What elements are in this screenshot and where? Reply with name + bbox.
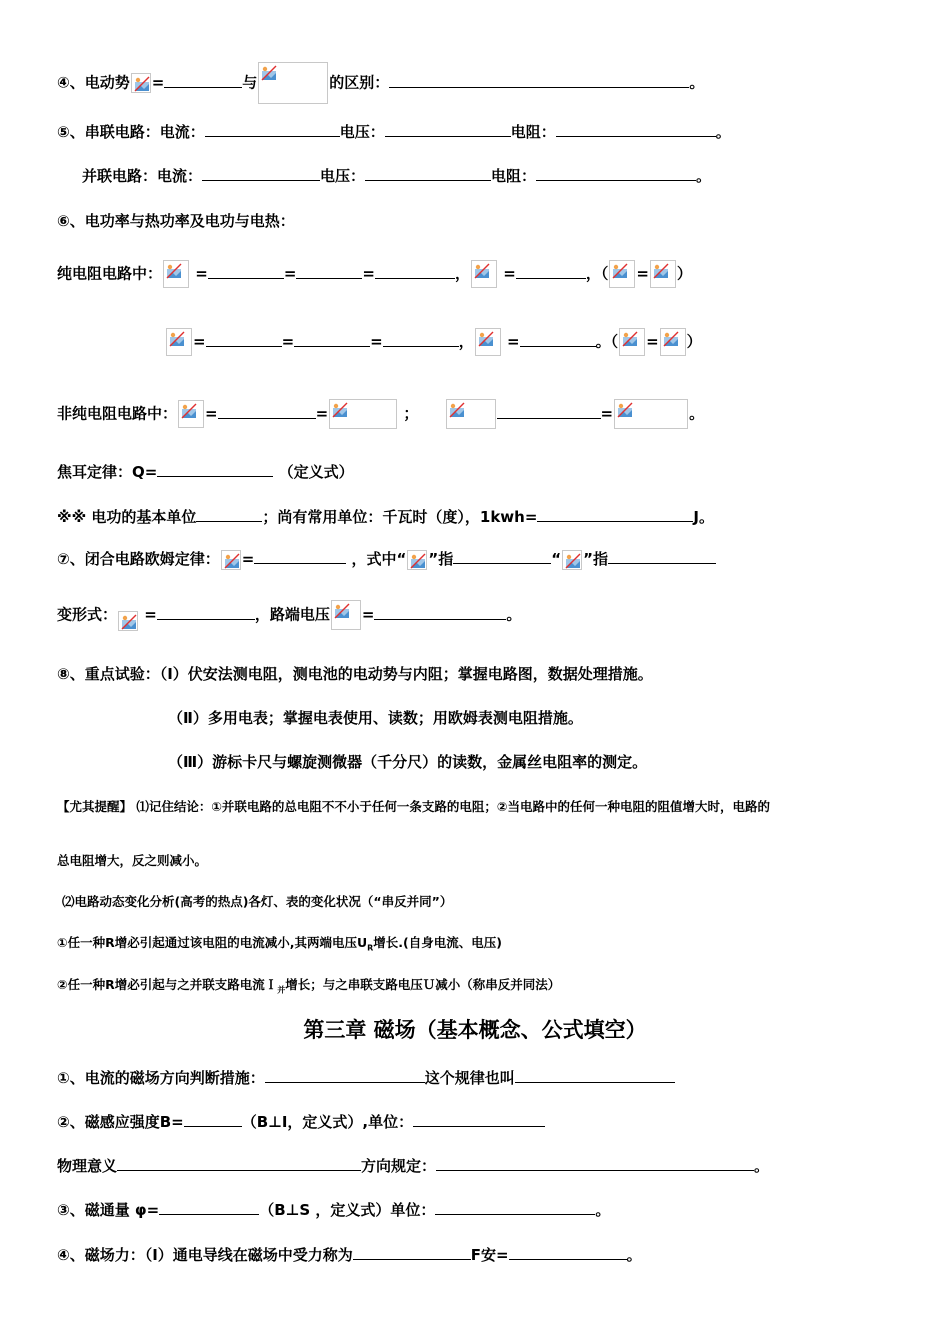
text: （定义式）: [278, 463, 354, 481]
text: ）: [676, 264, 692, 283]
text: 并联电路：电流：: [82, 167, 203, 185]
text: F安=: [470, 1246, 509, 1264]
broken-image-icon: [562, 550, 582, 570]
text: 。: [696, 167, 712, 185]
broken-image-icon: [650, 260, 676, 288]
line-rule-1: [57, 933, 502, 959]
broken-image-icon: [619, 328, 645, 356]
line-non-pure: [57, 399, 704, 429]
blank[interactable]: [435, 1200, 595, 1215]
text: =: [315, 404, 329, 423]
text: ①、电流的磁场方向判断措施：: [57, 1069, 265, 1087]
text: =: [281, 332, 295, 351]
line-series: [57, 122, 731, 142]
broken-image-icon: [475, 328, 501, 356]
line-dynamic: [62, 892, 452, 912]
line-variant: [57, 600, 521, 630]
text: =: [283, 264, 297, 283]
text: ⑵电路动态变化分析(高考的热点)各灯、表的变化状况（“串反并同”）: [62, 894, 453, 909]
blank[interactable]: [389, 73, 689, 88]
text: 非纯电阻电路中：: [57, 404, 178, 423]
blank[interactable]: [520, 332, 596, 347]
text: ；: [403, 404, 419, 423]
blank[interactable]: [515, 1068, 675, 1083]
text: ①任一种R增必引起通过该电阻的电流减小,其两端电压U: [57, 935, 368, 950]
text: =: [241, 550, 255, 568]
blank[interactable]: [509, 1245, 627, 1260]
text: ⑧、重点试验：（Ⅰ）伏安法测电阻，测电池的电动势与内阻；掌握电路图，数据处理措施。: [57, 665, 653, 683]
blank[interactable]: [556, 122, 716, 137]
text: ⑦、闭合电路欧姆定律：: [57, 550, 220, 568]
text: =: [646, 332, 659, 351]
text: =: [193, 332, 206, 351]
text: 电阻：: [491, 167, 537, 185]
text: =: [361, 605, 375, 624]
blank[interactable]: [516, 264, 586, 279]
line-experiments-3: [168, 752, 647, 772]
text: =: [205, 404, 218, 423]
blank[interactable]: [202, 166, 320, 181]
line-reminder-2: [57, 851, 207, 871]
text: 增长.(自身电流、电压): [373, 935, 502, 950]
text: =: [144, 605, 157, 624]
blank[interactable]: [536, 166, 696, 181]
blank[interactable]: [159, 1200, 259, 1215]
text: （B⊥S ，定义式）单位：: [259, 1201, 436, 1219]
blank[interactable]: [196, 507, 262, 522]
text: ⑥、电功率与热功率及电功与电热：: [57, 212, 295, 230]
text: 。: [689, 404, 705, 423]
text: （Ⅱ）多用电表；掌握电表使用、读数；用欧姆表测电阻措施。: [168, 709, 583, 727]
blank[interactable]: [205, 122, 340, 137]
broken-image-icon: [471, 260, 497, 288]
broken-image-icon: [166, 328, 192, 356]
text: ，式中“: [351, 550, 407, 568]
text: 物理意义: [57, 1157, 118, 1175]
blank[interactable]: [385, 122, 511, 137]
blank[interactable]: [265, 1068, 425, 1083]
blank[interactable]: [436, 1156, 754, 1171]
text: 总电阻增大，反之则减小。: [57, 853, 208, 868]
blank[interactable]: [164, 73, 242, 88]
text: （Ⅲ）游标卡尺与螺旋测微器（千分尺）的读数，金属丝电阻率的测定。: [168, 753, 648, 771]
blank[interactable]: [374, 605, 506, 620]
text: ④、电动势: [57, 73, 130, 92]
broken-image-icon: [131, 73, 151, 93]
text: 焦耳定律：Q=: [57, 463, 158, 481]
text: 。: [595, 1201, 611, 1219]
blank[interactable]: [365, 166, 491, 181]
text: 方向规定：: [361, 1157, 437, 1175]
broken-image-icon: [614, 399, 688, 429]
broken-image-icon: [178, 400, 204, 428]
text: =: [506, 332, 520, 351]
broken-image-icon: [407, 550, 427, 570]
line-pure-resistance: [57, 260, 692, 288]
subscript: R: [367, 943, 374, 953]
text: ”指: [583, 550, 608, 568]
line-pure-resistance-2: [165, 328, 702, 356]
text: ）: [686, 332, 702, 351]
text: =: [195, 264, 208, 283]
blank[interactable]: [157, 462, 273, 477]
text: 的区别：: [329, 73, 390, 92]
text: ；尚有常用单位：千瓦时（度），1kwh=: [262, 508, 538, 526]
text: ※※ 电功的基本单位: [57, 508, 197, 526]
text: =: [151, 73, 165, 92]
text: 电阻：: [510, 123, 556, 141]
text: =: [370, 332, 383, 351]
broken-image-icon: [446, 399, 496, 429]
line-joule: [57, 462, 354, 482]
line-rule-2: [57, 975, 560, 1001]
blank[interactable]: [608, 549, 716, 564]
text: ”指: [428, 550, 454, 568]
line-magnetic-direction: [57, 1068, 675, 1088]
text: 变形式：: [57, 605, 118, 624]
text: ⑤、串联电路：电流：: [57, 123, 205, 141]
blank[interactable]: [296, 264, 362, 279]
line-induction: [57, 1112, 545, 1132]
text: ，路端电压: [254, 605, 330, 624]
text: 电压：: [320, 167, 366, 185]
text: =: [362, 264, 375, 283]
text: =: [636, 264, 649, 283]
text: ，（: [585, 264, 609, 283]
blank[interactable]: [383, 332, 459, 347]
blank[interactable]: [254, 549, 346, 564]
text: 。: [506, 605, 522, 624]
broken-image-icon: [118, 611, 138, 631]
text: 纯电阻电路中：: [57, 264, 163, 283]
text: 增长；与之串联支路电压Ｕ减小（称串反并同法）: [285, 977, 561, 992]
blank[interactable]: [117, 1156, 361, 1171]
line-flux: [57, 1200, 610, 1220]
broken-image-icon: [221, 550, 241, 570]
text: =: [503, 264, 516, 283]
text: 。: [715, 123, 731, 141]
text: ，: [458, 332, 474, 351]
text: 。: [754, 1157, 770, 1175]
line-force: [57, 1245, 642, 1265]
blank[interactable]: [294, 332, 370, 347]
text: ，: [454, 264, 470, 283]
text: ④、磁场力：（Ⅰ）通电导线在磁场中受力称为: [57, 1246, 353, 1264]
text: “: [551, 550, 562, 568]
line-experiments-1: [57, 664, 653, 684]
line-power: [57, 211, 295, 231]
text: 这个规律也叫: [424, 1069, 515, 1087]
line-meaning: [57, 1156, 769, 1176]
blank[interactable]: [413, 1112, 545, 1127]
line-reminder: [57, 797, 770, 817]
broken-image-icon: [331, 600, 361, 630]
blank[interactable]: [157, 605, 255, 620]
subscript: 并: [277, 985, 286, 995]
blank[interactable]: [208, 264, 284, 279]
text: ②任一种R增必引起与之并联支路电流Ｉ: [57, 977, 278, 992]
text: 。: [626, 1246, 642, 1264]
broken-image-icon: [258, 62, 328, 104]
blank[interactable]: [537, 507, 693, 522]
blank[interactable]: [218, 404, 316, 419]
blank[interactable]: [497, 404, 601, 419]
broken-image-icon: [163, 260, 189, 288]
text: （B⊥I，定义式）,单位：: [241, 1113, 414, 1131]
line-emf: [57, 62, 704, 104]
text: ②、磁感应强度B=: [57, 1113, 184, 1131]
text: =: [600, 404, 614, 423]
text: 电压：: [339, 123, 385, 141]
broken-image-icon: [329, 399, 397, 429]
line-units: [57, 507, 714, 527]
line-experiments-2: [168, 708, 583, 728]
broken-image-icon: [660, 328, 686, 356]
line-ohm: [57, 549, 716, 570]
blank[interactable]: [206, 332, 282, 347]
text: 。: [689, 73, 705, 92]
line-parallel: [82, 166, 711, 186]
chapter-title: 第三章 磁场（基本概念、公式填空）: [303, 1018, 647, 1042]
text: J。: [693, 508, 715, 526]
blank[interactable]: [453, 549, 551, 564]
blank[interactable]: [184, 1112, 242, 1127]
blank[interactable]: [375, 264, 455, 279]
broken-image-icon: [609, 260, 635, 288]
text: ③、磁通量 φ=: [57, 1201, 160, 1219]
text: 【尤其提醒】 ⑴记住结论：①并联电路的总电阻不不小于任何一条支路的电阻；②当电路中的任何一种电阻的阻值增大时，电路的: [57, 799, 771, 814]
text: 与: [242, 73, 258, 92]
blank[interactable]: [353, 1245, 471, 1260]
text: 。（: [595, 332, 619, 351]
